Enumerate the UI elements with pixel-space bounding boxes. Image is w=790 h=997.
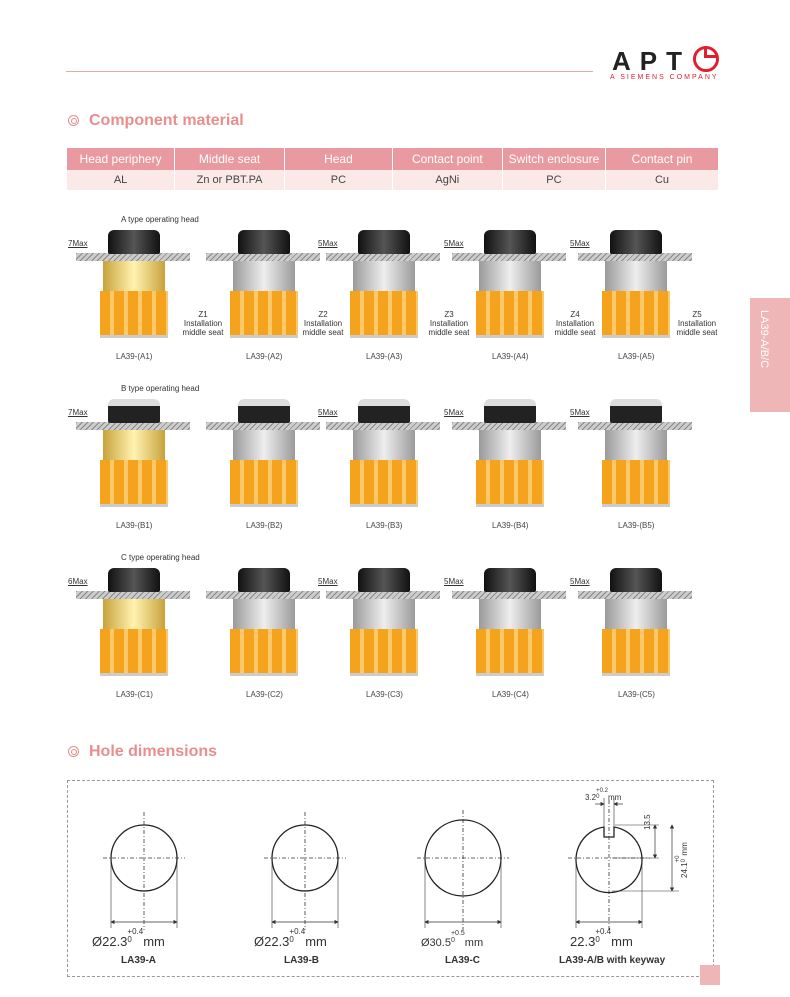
contact-block <box>100 629 168 676</box>
z-code: Z5 <box>692 310 702 319</box>
mounting-panel <box>578 591 692 599</box>
installation-seat-label <box>178 310 228 337</box>
z-text: Installation middle seat <box>428 319 470 337</box>
operating-head <box>108 568 160 592</box>
switch-body <box>233 599 295 629</box>
max-thickness-label: 5Max <box>444 239 464 248</box>
contact-block <box>602 291 670 338</box>
col-head: Head <box>285 148 393 170</box>
col-contact-point: Contact point <box>392 148 502 170</box>
material-table <box>67 148 719 190</box>
contact-block <box>350 291 418 338</box>
col-contact-pin: Contact pin <box>606 148 719 170</box>
hole-a-label: LA39-A <box>121 955 157 966</box>
operating-head <box>358 230 410 254</box>
model-caption: LA39-(A5) <box>618 352 655 361</box>
max-thickness-label: 5Max <box>570 408 590 417</box>
switch-body <box>103 599 165 629</box>
operating-head-label: A type operating head <box>121 215 199 224</box>
col-switch-enclosure: Switch enclosure <box>502 148 605 170</box>
operating-head <box>358 568 410 592</box>
component-material-title: Component material <box>68 112 244 130</box>
operating-head <box>484 230 536 254</box>
page-corner-marker <box>700 965 720 985</box>
operating-head <box>484 568 536 592</box>
switch-body <box>605 261 667 291</box>
mounting-panel <box>76 422 190 430</box>
contact-block <box>350 629 418 676</box>
operating-head <box>108 399 160 423</box>
mounting-panel <box>326 591 440 599</box>
mounting-panel <box>578 422 692 430</box>
model-caption: LA39-(A1) <box>116 352 153 361</box>
col-middle-seat: Middle seat <box>175 148 285 170</box>
model-caption: LA39-(A3) <box>366 352 403 361</box>
switch-body <box>605 599 667 629</box>
operating-head <box>610 230 662 254</box>
val-contact-point: AgNi <box>392 170 502 190</box>
header-rule <box>66 71 593 72</box>
model-caption: LA39-(B1) <box>116 521 153 530</box>
z-code: Z3 <box>444 310 454 319</box>
hole-keyway-label: LA39-A/B with keyway <box>559 955 666 966</box>
hole-a-drawing <box>103 812 185 930</box>
hole-b-label: LA39-B <box>284 955 320 966</box>
contact-block <box>230 291 298 338</box>
contact-block <box>476 629 544 676</box>
operating-head <box>610 568 662 592</box>
contact-block <box>350 460 418 507</box>
model-caption: LA39-(C1) <box>116 690 153 699</box>
switch-body <box>479 261 541 291</box>
switch-body <box>479 599 541 629</box>
model-caption: LA39-(C3) <box>366 690 403 699</box>
contact-block <box>100 291 168 338</box>
z-text: Installation middle seat <box>182 319 224 337</box>
contact-block <box>476 460 544 507</box>
max-thickness-label: 7Max <box>68 239 88 248</box>
operating-head <box>238 568 290 592</box>
circle-bullet-icon <box>68 746 79 757</box>
side-tab-label: LA39-A/B/C <box>758 310 770 369</box>
mounting-panel <box>452 591 566 599</box>
operating-head <box>238 399 290 423</box>
max-thickness-label: 5Max <box>570 239 590 248</box>
operating-head <box>610 399 662 423</box>
mounting-panel <box>206 591 320 599</box>
installation-seat-label <box>424 310 474 337</box>
hole-keyway-drawing <box>568 798 679 930</box>
operating-head-label: B type operating head <box>121 384 200 393</box>
operating-head <box>108 230 160 254</box>
circle-bullet-icon <box>68 115 79 126</box>
val-switch-enclosure: PC <box>502 170 605 190</box>
z-text: Installation middle seat <box>554 319 596 337</box>
val-contact-pin: Cu <box>606 170 719 190</box>
keyway-depth-dimension: 13.5 <box>643 814 652 830</box>
mounting-panel <box>326 422 440 430</box>
hole-c-label: LA39-C <box>445 955 481 966</box>
hole-c-drawing <box>417 810 509 930</box>
val-head: PC <box>285 170 393 190</box>
max-thickness-label: 5Max <box>444 577 464 586</box>
logo: APT <box>612 46 719 77</box>
installation-seat-label <box>298 310 348 337</box>
z-text: Installation middle seat <box>302 319 344 337</box>
switch-body <box>103 430 165 460</box>
z-text: Installation middle seat <box>676 319 718 337</box>
contact-block <box>602 460 670 507</box>
switch-body <box>353 261 415 291</box>
model-caption: LA39-(B2) <box>246 521 283 530</box>
val-middle-seat: Zn or PBT.PA <box>175 170 285 190</box>
max-thickness-label: 5Max <box>318 239 338 248</box>
switch-body <box>353 430 415 460</box>
model-caption: LA39-(B5) <box>618 521 655 530</box>
model-caption: LA39-(A4) <box>492 352 529 361</box>
contact-block <box>476 291 544 338</box>
max-thickness-label: 5Max <box>444 408 464 417</box>
switch-body <box>233 261 295 291</box>
col-head-periphery: Head periphery <box>67 148 175 170</box>
max-thickness-label: 5Max <box>318 408 338 417</box>
contact-block <box>230 629 298 676</box>
switch-body <box>479 430 541 460</box>
mounting-panel <box>76 591 190 599</box>
hole-dimensions-title: Hole dimensions <box>68 743 217 761</box>
switch-body <box>605 430 667 460</box>
material-header-row <box>67 148 719 170</box>
logo-o-mark <box>693 46 719 72</box>
switch-body <box>233 430 295 460</box>
max-thickness-label: 5Max <box>318 577 338 586</box>
switch-body <box>103 261 165 291</box>
mounting-panel <box>206 253 320 261</box>
hole-b-dimension: $Ø22.3^{+0.4 0}$ mm <box>254 927 327 949</box>
mounting-panel <box>452 422 566 430</box>
hole-keyway-dimension: $22.3^{+0.4 0}$ mm <box>570 927 633 949</box>
hole-c-dimension: $Ø30.5^{+0.5 0}$ mm <box>421 930 484 949</box>
operating-head <box>358 399 410 423</box>
hole-b-drawing <box>264 812 346 930</box>
logo-subtitle: A SIEMENS COMPANY <box>610 74 719 81</box>
model-caption: LA39-(B4) <box>492 521 529 530</box>
max-thickness-label: 6Max <box>68 577 88 586</box>
model-caption: LA39-(B3) <box>366 521 403 530</box>
contact-block <box>602 629 670 676</box>
model-caption: LA39-(A2) <box>246 352 283 361</box>
operating-head <box>484 399 536 423</box>
val-head-periphery: AL <box>67 170 175 190</box>
model-caption: LA39-(C2) <box>246 690 283 699</box>
hole-drawings <box>67 780 717 980</box>
side-tab[interactable] <box>750 298 790 412</box>
mounting-panel <box>578 253 692 261</box>
switch-body <box>353 599 415 629</box>
contact-block <box>100 460 168 507</box>
mounting-panel <box>326 253 440 261</box>
contact-block <box>230 460 298 507</box>
installation-seat-label <box>550 310 600 337</box>
material-value-row <box>67 170 719 190</box>
hole-a-dimension: $Ø22.3^{+0.4 0}$ mm <box>92 927 165 949</box>
z-code: Z4 <box>570 310 580 319</box>
keyway-width-dimension: $3.2^{+0.2 0}$ mm <box>585 788 622 802</box>
z-code: Z2 <box>318 310 328 319</box>
model-caption: LA39-(C4) <box>492 690 529 699</box>
z-code: Z1 <box>198 310 208 319</box>
max-thickness-label: 5Max <box>570 577 590 586</box>
max-thickness-label: 7Max <box>68 408 88 417</box>
model-caption: LA39-(C5) <box>618 690 655 699</box>
mounting-panel <box>452 253 566 261</box>
keyway-height-dimension: $24.1^{+0 0}mm$ <box>675 842 689 878</box>
operating-head-label: C type operating head <box>121 553 200 562</box>
installation-seat-label <box>672 310 722 337</box>
operating-head <box>238 230 290 254</box>
mounting-panel <box>206 422 320 430</box>
mounting-panel <box>76 253 190 261</box>
